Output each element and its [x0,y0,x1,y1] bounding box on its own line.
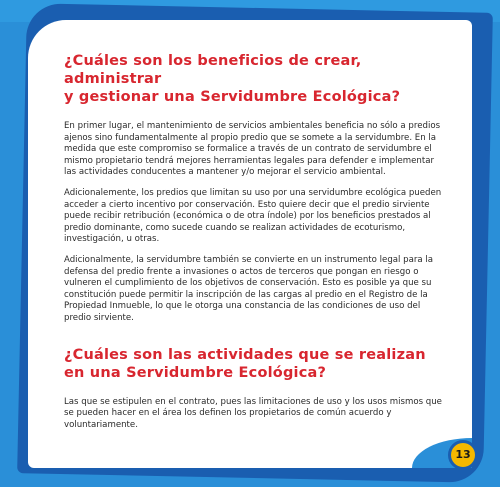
text-line: medida que este compromiso se formalice a través de un contrato de servidumbre el [64,144,432,155]
heading-line: y gestionar una Servidumbre Ecológica? [64,89,401,105]
text-line: predio dominante, como sucede cuando se realizan actividades de ecoturismo, [64,222,406,233]
heading-line: ¿Cuáles son las actividades que se realizan [64,346,426,363]
section-benefits [64,52,444,325]
text-line: Adicionalemente, los predios que limitan su uso por una servidumbre ecológica pueden [64,187,442,198]
content-card [28,20,472,468]
paragraph-4 [64,397,444,432]
text-line: ajenos sino fundamentalmente al propio predio que se somete a la servidumbre. En la [64,132,437,143]
text-line: Adicionalmente, la servidumbre también se convierte en un instrumento legal para la [64,254,434,265]
section-heading-activities [64,346,444,382]
paragraph-1 [64,121,444,179]
text-line: defensa del predio frente a invasiones o actos de terceros que pongan en riesgo o [64,266,419,277]
page-number-badge: 13 [448,440,478,470]
text-line: Las que se estipulen en el contrato, pues las limitaciones de uso y los usos mismos que [64,396,442,407]
text-line: investigación, u otras. [64,234,160,245]
text-line: mismo propietario tendrá mejores herramientas legales para defender e implementar [64,155,435,166]
text-line: Propiedad Inmueble, lo que le otorga una constancia de las condiciones de uso del [64,301,421,312]
text-line: las actividades conducentes a mantener y/o mejorar el servicio ambiental. [64,167,386,178]
text-line: En primer lugar, el mantenimiento de servicios ambientales beneficia no sólo a predios [64,121,441,131]
text-line: voluntariamente. [64,419,138,430]
text-line: vulneren el cumplimiento de los objetivos de conservación. Esto es posible ya que su [64,278,432,289]
text-line: constitución puede permitir la inscripción de las cargas al predio en el Registro de la [64,289,428,300]
heading-line: en una Servidumbre Ecológica? [64,364,327,381]
section-heading-benefits [64,52,444,106]
section-activities [64,346,444,432]
heading-line: ¿Cuáles son los beneficios de crear, administrar [64,53,362,87]
text-line: predio sirviente. [64,312,134,323]
paragraph-3 [64,255,444,325]
text-line: puede recibir retribución (económica o de otra índole) por los beneficios prestados al [64,211,431,222]
text-line: se pueden hacer en el área los definen los propietarios de común acuerdo y [64,408,392,419]
text-line: acceder a cierto incentivo por conservación. Esto quiere decir que el predio sirviente [64,199,430,210]
paragraph-2 [64,188,444,246]
